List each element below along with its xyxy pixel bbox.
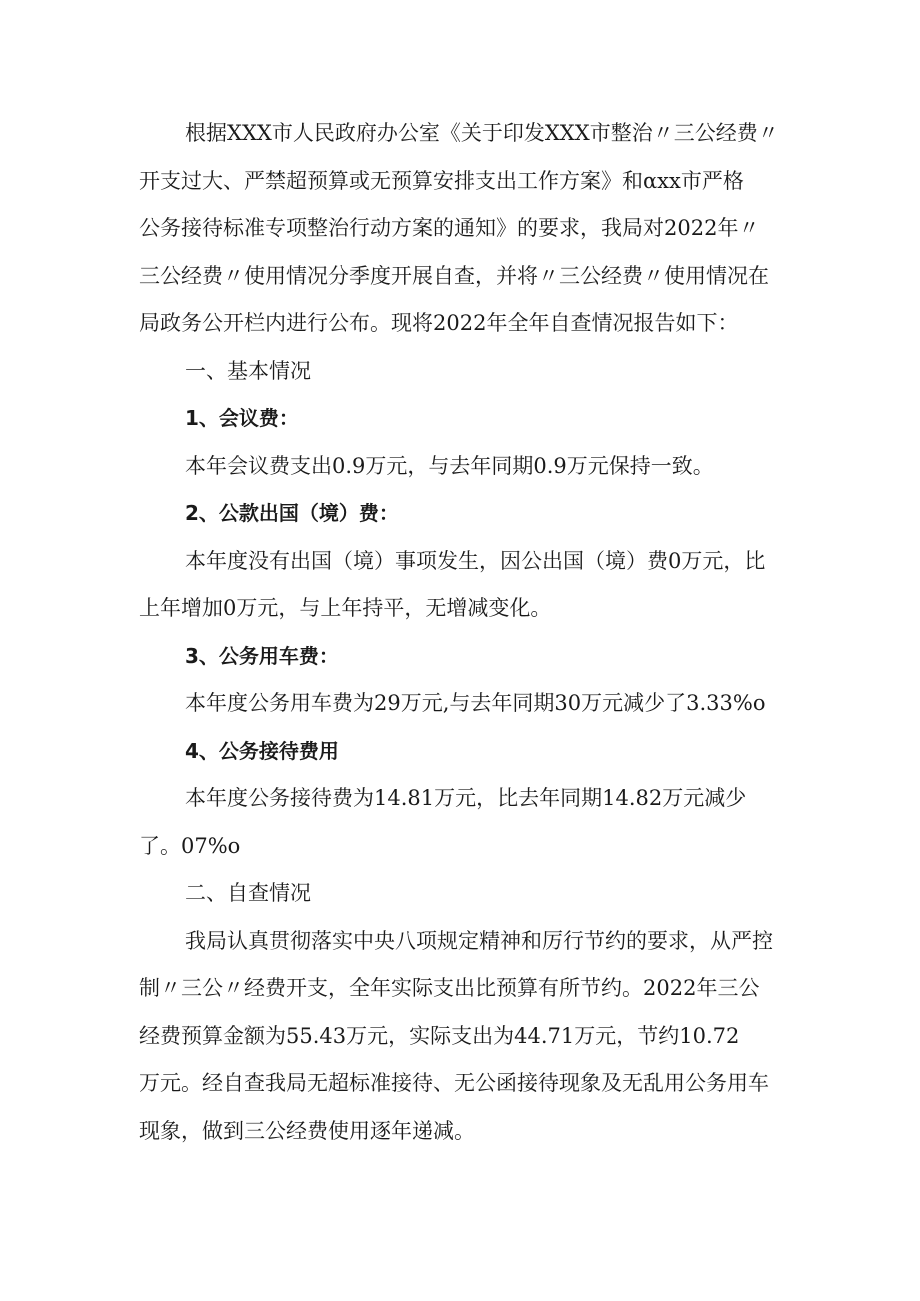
section-2-line-3: 经费预算金额为55.43万元，实际支出为44.71万元，节约10.72: [139, 1023, 740, 1048]
intro-line-3: 公务接待标准专项整治行动方案的通知》的要求，我局对2022年〃: [139, 216, 760, 240]
item-1-title: 1、会议费：: [185, 406, 299, 430]
section-1-title: 一、基本情况: [185, 358, 311, 383]
intro-line-2: 开支过大、严禁超预算或无预算安排支出工作方案》和αxx市严格: [139, 168, 744, 193]
item-3-title: 3、公务用车费：: [185, 643, 339, 668]
item-3-text: 本年度公务用车费为29万元,与去年同期30万元减少了3.33%o: [185, 691, 766, 715]
intro-line-5: 局政务公开栏内进行公布。现将2022年全年自查情况报告如下：: [139, 311, 739, 335]
item-4-title: 4、公务接待费用: [185, 738, 339, 763]
intro-line-1: 根据XXX市人民政府办公室《关于印发XXX市整治〃三公经费〃: [185, 121, 779, 145]
intro-line-4: 三公经费〃使用情况分季度开展自查，并将〃三公经费〃使用情况在: [139, 263, 769, 288]
document-body: [139, 110, 789, 1155]
item-4-line-2: 了。07%o: [139, 833, 241, 858]
section-2-line-4: 万元。经自查我局无超标准接待、无公函接待现象及无乱用公务用车: [139, 1071, 769, 1095]
section-2-line-2: 制〃三公〃经费开支，全年实际支出比预算有所节约。2022年三公: [139, 976, 760, 1000]
item-2-title: 2、公款出国（境）费：: [185, 501, 399, 525]
item-2-line-1: 本年度没有出国（境）事项发生，因公出国（境）费0万元，比: [185, 548, 766, 573]
item-4-line-1: 本年度公务接待费为14.81万元，比去年同期14.82万元减少: [185, 786, 747, 810]
section-2-title: 二、自查情况: [185, 881, 311, 905]
item-1-text: 本年会议费支出0.9万元，与去年同期0.9万元保持一致。: [185, 453, 714, 478]
section-2-line-5: 现象，做到三公经费使用逐年递减。: [139, 1118, 475, 1143]
item-2-line-2: 上年增加0万元，与上年持平，无增减变化。: [139, 596, 552, 620]
section-2-line-1: 我局认真贯彻落实中央八项规定精神和厉行节约的要求，从严控: [185, 928, 773, 953]
